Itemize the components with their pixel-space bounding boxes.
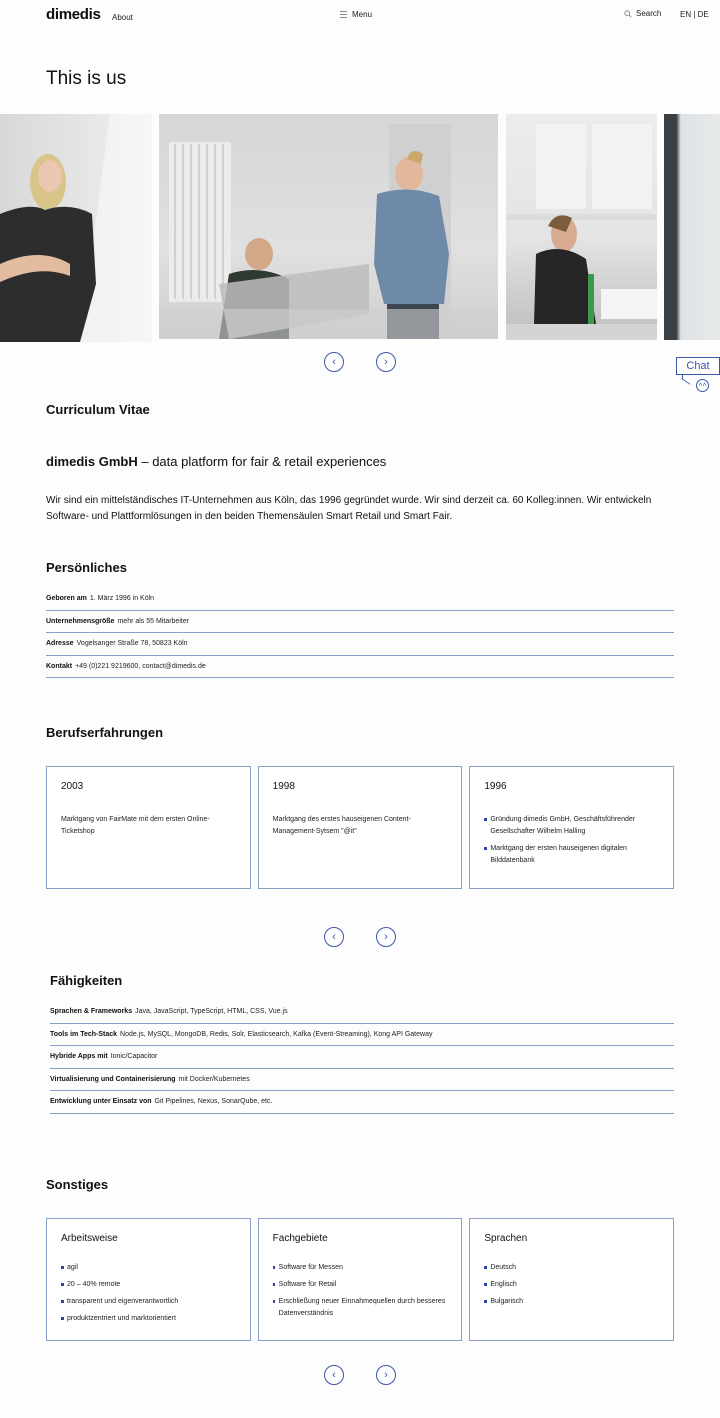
chevron-left-icon: ‹ xyxy=(332,1368,336,1381)
misc-prev-button[interactable] xyxy=(324,1365,344,1385)
list-item: Marktgang der ersten hauseigenen digitalen Bilddatenbank xyxy=(484,843,659,867)
search-icon xyxy=(624,10,632,18)
company-intro: Wir sind ein mittelständisches IT-Unternehmen aus Köln, das 1996 gegründet wurde. Wir sind derzeit ca. 60 Kolleg:innen. Wir entwickeln Software- und Plattformlösungen in den beiden Themensäulen Smart Retail und Smart Fair. xyxy=(46,495,652,522)
experience-card xyxy=(258,766,463,889)
info-value: Vogelsanger Straße 78, 50823 Köln xyxy=(76,640,188,648)
skill-value: Java, JavaScript, TypeScript, HTML, CSS, Vue.js xyxy=(135,1008,288,1016)
list-item: Bulgarisch xyxy=(484,1296,659,1308)
skill-value: Node.js, MySQL, MongoDB, Redis, Solr, Elasticsearch, Kafka (Event-Streaming), Kong API Gateway xyxy=(120,1030,433,1038)
menu-button[interactable] xyxy=(340,10,372,19)
experience-text: Marktgang des erstes hauseigenen Content-Management-Sytsem "@it" xyxy=(272,816,411,835)
misc-heading: Sonstiges xyxy=(46,1177,109,1192)
company-tagline: – data platform for fair & retail experiences xyxy=(137,454,387,469)
skill-row xyxy=(50,1091,674,1114)
list-item: 20 – 40% remote xyxy=(61,1279,236,1291)
misc-list xyxy=(61,1262,236,1325)
experience-card xyxy=(46,766,251,889)
menu-label: Menu xyxy=(352,10,373,19)
language-switcher[interactable]: EN | DE xyxy=(680,10,709,19)
site-header xyxy=(0,0,720,32)
gallery-prev-button[interactable] xyxy=(324,352,344,372)
chat-label: Chat xyxy=(676,357,720,375)
skill-label: Entwicklung unter Einsatz von xyxy=(50,1098,152,1106)
skill-label: Tools im Tech-Stack xyxy=(50,1030,118,1038)
experience-year: 2003 xyxy=(61,781,84,792)
gallery-navigation xyxy=(0,352,720,374)
experience-carousel xyxy=(46,766,674,889)
nav-about-link[interactable]: About xyxy=(112,13,133,22)
list-item: produktzentriert und marktorientiert xyxy=(61,1313,236,1325)
info-label: Kontakt xyxy=(46,662,73,670)
info-value: mehr als 55 Mitarbeiter xyxy=(117,617,190,625)
misc-list xyxy=(484,1262,659,1308)
gallery-next-button[interactable] xyxy=(376,352,396,372)
experience-text: Marktgang von FairMate mit dem ersten Online-Ticketshop xyxy=(61,816,210,835)
company-name: dimedis GmbH xyxy=(46,454,138,469)
info-label: Adresse xyxy=(46,640,74,648)
list-item: Deutsch xyxy=(484,1262,659,1274)
list-item: Software für Messen xyxy=(273,1262,448,1274)
search-label: Search xyxy=(636,9,662,18)
gallery-image-4 xyxy=(664,114,720,340)
personal-info-list xyxy=(46,588,674,678)
gallery-image-1 xyxy=(0,114,152,342)
list-item: Erschließung neuer Einnahmequellen durch besseres Datenverständnis xyxy=(273,1296,448,1320)
info-value[interactable]: +49 (0)221 9219600, contact@dimedis.de xyxy=(75,662,206,670)
skill-row xyxy=(50,1024,674,1047)
misc-card-sprachen xyxy=(469,1218,674,1341)
misc-navigation xyxy=(0,1365,720,1387)
list-item: agil xyxy=(61,1262,236,1274)
skills-heading: Fähigkeiten xyxy=(50,973,123,988)
experience-prev-button[interactable] xyxy=(324,927,344,947)
cv-heading: Curriculum Vitae xyxy=(46,402,150,417)
skill-value: mit Docker/Kubernetes xyxy=(178,1075,250,1083)
gallery-image-2 xyxy=(159,114,498,339)
info-label: Unternehmensgröße xyxy=(46,617,115,625)
list-item: Software für Retail xyxy=(273,1279,448,1291)
list-item: transparent und eigenverantwortlich xyxy=(61,1296,236,1308)
chat-widget[interactable] xyxy=(676,357,720,397)
logo[interactable]: dimedis xyxy=(46,6,101,23)
misc-list xyxy=(273,1262,448,1320)
photo-woman-at-desk-icon xyxy=(506,114,657,340)
photo-woman-arms-crossed-icon xyxy=(0,114,152,342)
misc-card-arbeitsweise xyxy=(46,1218,251,1341)
gallery-image-3 xyxy=(506,114,657,340)
experience-next-button[interactable] xyxy=(376,927,396,947)
misc-card-title: Arbeitsweise xyxy=(61,1233,118,1244)
misc-card-fachgebiete xyxy=(258,1218,463,1341)
info-label: Geboren am xyxy=(46,595,87,603)
chevron-left-icon: ‹ xyxy=(332,355,336,368)
skills-list xyxy=(50,1001,674,1114)
skill-label: Hybride Apps mit xyxy=(50,1053,108,1061)
experience-heading: Berufserfahrungen xyxy=(46,725,164,740)
skill-row xyxy=(50,1069,674,1092)
skill-row xyxy=(50,1001,674,1024)
search-button[interactable] xyxy=(624,9,661,18)
chevron-right-icon: › xyxy=(384,930,388,943)
misc-card-title: Sprachen xyxy=(484,1233,528,1244)
skill-label: Sprachen & Frameworks xyxy=(50,1008,133,1016)
chevron-left-icon: ‹ xyxy=(332,930,336,943)
experience-year: 1998 xyxy=(272,781,295,792)
photo-two-men-talking-office-icon xyxy=(159,114,498,339)
info-row-address xyxy=(46,633,674,656)
skill-value: Git Pipelines, Nexus, SonarQube, etc. xyxy=(154,1098,273,1106)
photo-gallery[interactable] xyxy=(0,114,720,342)
misc-next-button[interactable] xyxy=(376,1365,396,1385)
skill-row xyxy=(50,1046,674,1069)
personal-heading: Persönliches xyxy=(46,560,127,575)
info-row-birth xyxy=(46,588,674,611)
chevron-right-icon: › xyxy=(384,355,388,368)
experience-year: 1996 xyxy=(484,781,507,792)
info-row-contact xyxy=(46,656,674,679)
misc-card-title: Fachgebiete xyxy=(272,1233,328,1244)
info-value: 1. März 1996 in Köln xyxy=(89,595,155,603)
smiley-face-icon: ˄˄ xyxy=(696,379,709,392)
misc-carousel xyxy=(46,1218,674,1341)
skill-label: Virtualisierung und Containerisierung xyxy=(50,1075,176,1083)
experience-card xyxy=(469,766,674,889)
list-item: Englisch xyxy=(484,1279,659,1291)
info-row-size xyxy=(46,611,674,634)
skill-value: Ionic/Capacitor xyxy=(110,1053,158,1061)
list-item: Gründung dimedis GmbH, Geschäftsführender Gesellschafter Wilhelm Halling xyxy=(484,814,659,838)
company-headline xyxy=(46,454,386,469)
hamburger-icon xyxy=(340,11,347,18)
chevron-right-icon: › xyxy=(384,1368,388,1381)
experience-list xyxy=(484,814,659,867)
page-title: This is us xyxy=(46,68,127,89)
experience-navigation xyxy=(0,927,720,949)
